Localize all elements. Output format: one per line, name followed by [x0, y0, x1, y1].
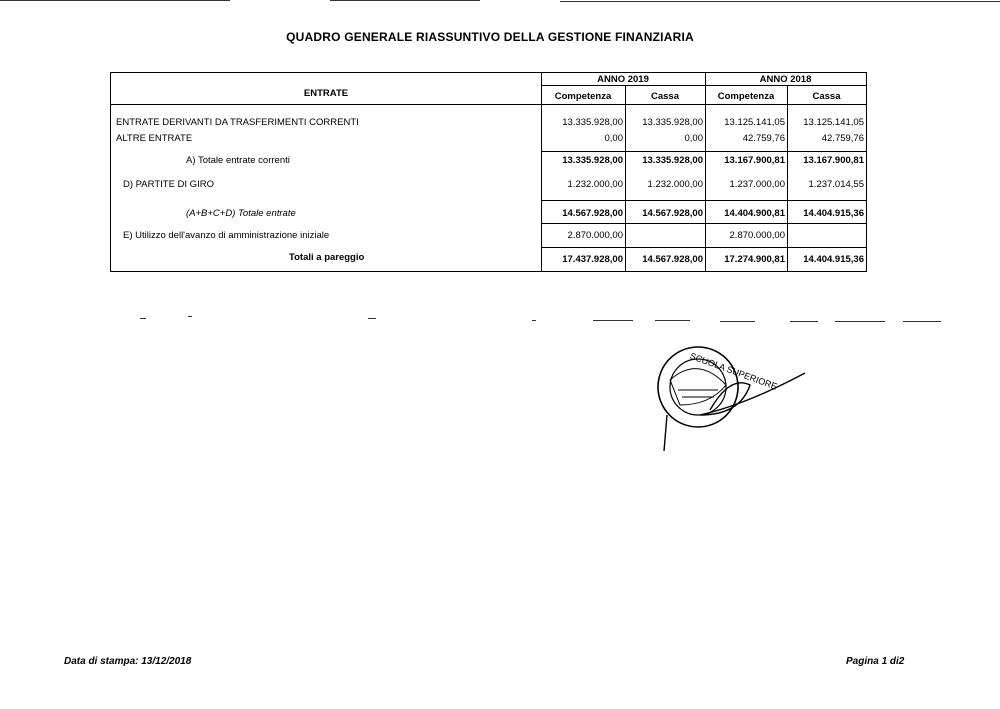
table-cell: 1.237.000,00: [729, 179, 785, 190]
anno-2019-header: ANNO 2019: [597, 74, 649, 85]
col-competenza-2018: Competenza: [717, 91, 775, 102]
table-cell: 13.335.928,00: [562, 117, 623, 128]
table-cell: 14.567.928,00: [562, 208, 623, 219]
col-cassa-2018: Cassa: [812, 91, 841, 102]
entrate-header: ENTRATE: [303, 88, 349, 99]
table-cell: 14.404.900,81: [724, 208, 785, 219]
print-date: Data di stampa: 13/12/2018: [64, 656, 192, 667]
table-cell: 13.125.141,05: [803, 117, 864, 128]
page-number: Pagina 1 di2: [846, 656, 905, 667]
anno-2018-header: ANNO 2018: [759, 74, 812, 85]
table-cell: 13.335.928,00: [642, 117, 703, 128]
table-cell: 14.567.928,00: [642, 254, 703, 265]
table-row-label: ALTRE ENTRATE: [116, 133, 193, 144]
table-cell: 1.237.014,55: [808, 179, 864, 190]
school-seal-stamp: [640, 345, 820, 455]
table-cell: 2.870.000,00: [567, 230, 623, 241]
table-cell: 14.404.915,36: [803, 254, 864, 265]
table-cell: 14.404.915,36: [803, 208, 864, 219]
table-row-label: D) PARTITE DI GIRO: [123, 179, 214, 190]
table-cell: 2.870.000,00: [729, 230, 785, 241]
table-row-label: A) Totale entrate correnti: [186, 155, 290, 166]
table-cell: 13.335.928,00: [562, 155, 623, 166]
col-competenza-2019: Competenza: [554, 91, 612, 102]
table-row-label: (A+B+C+D) Totale entrate: [186, 208, 296, 219]
table-cell: 1.232.000,00: [567, 179, 623, 190]
table-cell: 14.567.928,00: [642, 208, 703, 219]
table-cell: 17.274.900,81: [724, 254, 785, 265]
table-cell: 13.167.900,81: [724, 155, 785, 166]
table-cell: 42.759,76: [821, 133, 864, 144]
seal-text: SCUOLA SUPERIORE: [688, 350, 779, 392]
table-cell: 42.759,76: [742, 133, 785, 144]
table-row-label: ENTRATE DERIVANTI DA TRASFERIMENTI CORRENTI: [116, 117, 359, 128]
table-cell: 1.232.000,00: [647, 179, 703, 190]
table-cell: 13.335.928,00: [642, 155, 703, 166]
page-title: QUADRO GENERALE RIASSUNTIVO DELLA GESTIONE FINANZIARIA: [286, 30, 694, 44]
table-row-label: Totali a pareggio: [289, 252, 365, 263]
financial-summary-table: [110, 72, 867, 272]
table-cell: 17.437.928,00: [562, 254, 623, 265]
table-cell: 0,00: [604, 133, 623, 144]
table-cell: 0,00: [684, 133, 703, 144]
col-cassa-2019: Cassa: [651, 91, 679, 102]
table-cell: 13.125.141,05: [724, 117, 785, 128]
table-row-label: E) Utilizzo dell'avanzo di amministrazione iniziale: [123, 230, 330, 241]
table-cell: 13.167.900,81: [803, 155, 864, 166]
